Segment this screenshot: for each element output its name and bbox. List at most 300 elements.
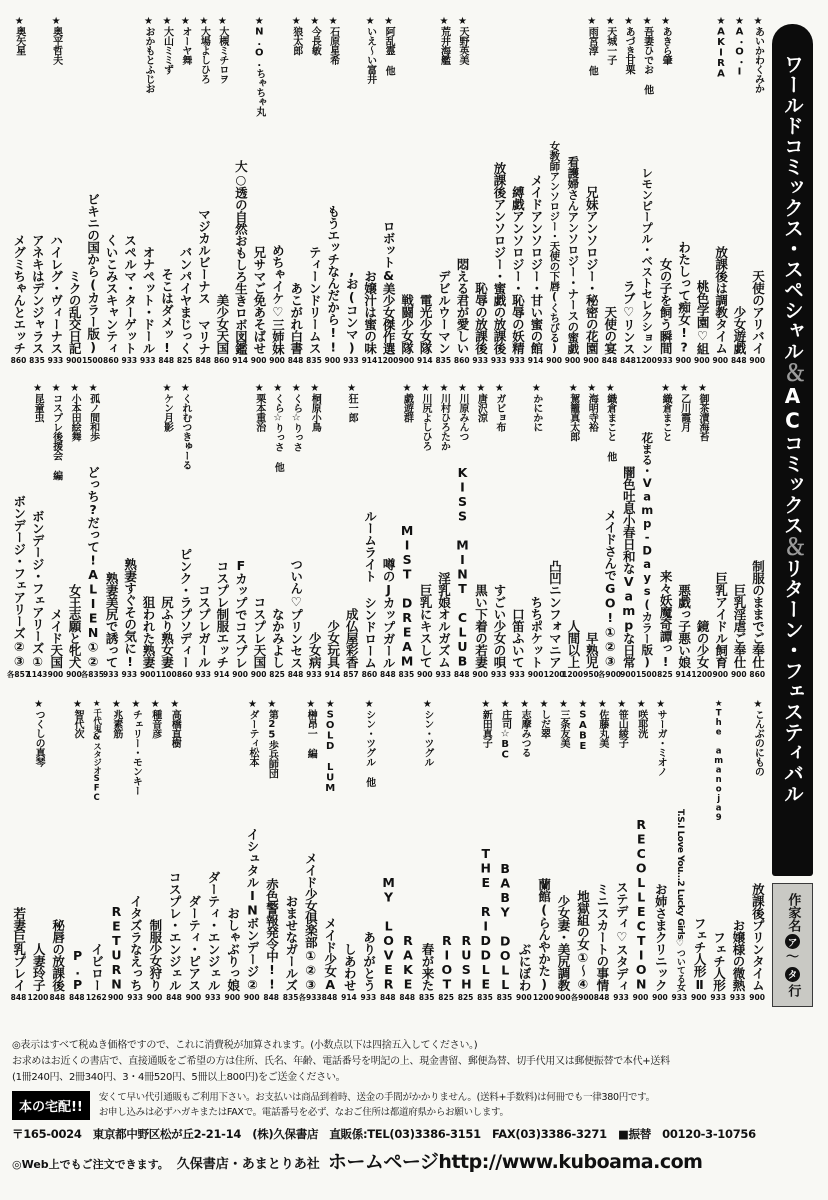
book-title: 電光少女隊 (418, 294, 434, 354)
book-title: 少女玩具 (325, 620, 341, 668)
catalog-column (583, 383, 600, 682)
price: 848 (287, 356, 304, 365)
book-title: 成仏屋彩香 (344, 608, 360, 668)
book-title: 放課後は調教タイム (713, 246, 729, 354)
catalog-column (638, 16, 655, 368)
price: 848 (399, 993, 416, 1002)
catalog-column (691, 383, 713, 682)
catalog-column (287, 383, 304, 682)
price: 900 (185, 993, 202, 1002)
book-title: お姉さまクリニック (653, 883, 669, 991)
author-name: ★桐原小鳥 (309, 383, 321, 432)
book-title: メイドさんでGO!①②③ (602, 509, 618, 668)
author-name: ★天野英美 (456, 16, 468, 65)
author-name: ★N.O.ちゃちゃ丸 (253, 16, 265, 116)
author-name: ★サーガ・ミオノ (655, 699, 667, 776)
price: 848 (158, 356, 175, 365)
price: 848 (620, 356, 636, 365)
price: 914 (361, 356, 378, 365)
book-title: 放課後プリンタイム (750, 883, 766, 991)
price: 900 (675, 356, 692, 365)
book-title: 人間以上 (565, 620, 581, 668)
price: 900 (107, 993, 124, 1002)
catalog-column (28, 16, 45, 368)
catalog-column (632, 699, 649, 1005)
price: 914 (213, 670, 230, 679)
price: 1200 (543, 670, 565, 679)
book-title: 恥辱の放課後 (473, 282, 489, 354)
book-title: コスプレ制服エッチ (214, 560, 230, 668)
price: 933 (306, 670, 322, 679)
catalog-column (593, 699, 610, 1005)
book-title: オナペット・ドール (141, 246, 157, 354)
book-title: お嬢汁は蜜の味 (362, 270, 378, 354)
series-title-part-2: ACコミックス (780, 384, 805, 536)
price: 933 (509, 356, 525, 365)
book-title: めちゃイケ♡三姉妹 (270, 243, 286, 354)
series-title (782, 54, 804, 876)
price: 933 (509, 670, 525, 679)
author-name: ★大山ミミず (161, 16, 173, 74)
author-name: ★AKIRA (715, 16, 727, 79)
catalog-column (185, 699, 202, 1005)
book-title: フェチ人形Ⅱ (692, 916, 708, 991)
catalog-column (693, 16, 710, 368)
catalog-column (399, 699, 416, 1005)
book-title: 少女病 (307, 632, 323, 668)
author-name: ★雨宮淳 他 (586, 16, 598, 75)
author-name: ★チェリー・モンキー (130, 699, 142, 795)
catalog-column (250, 16, 267, 368)
price: 933 (343, 356, 359, 365)
catalog-column (139, 16, 156, 368)
catalog-column (47, 16, 64, 368)
price: 933 (490, 356, 507, 365)
catalog-column (139, 383, 156, 682)
catalog-column (490, 383, 507, 682)
price: 848 (593, 993, 610, 1002)
book-title: くいこみスキャンティ (104, 234, 120, 354)
price: 848 (49, 993, 66, 1002)
book-title: 尻ふり熟女妻 (159, 596, 175, 668)
price: 各857 (6, 670, 31, 679)
author-name: ★織倉まこと 他 (604, 383, 616, 461)
book-title: どっち?だって!ALIEN①② (85, 465, 101, 668)
book-title: 兄妹アンソロジー・秘密の花園 (584, 186, 600, 354)
price: 848 (601, 356, 618, 365)
catalog-column (306, 383, 323, 682)
author-name: ★今長敏 (309, 16, 321, 55)
price: 848 (379, 993, 396, 1002)
price: 各933 (298, 993, 322, 1002)
catalog-column (453, 16, 470, 368)
price: 900 (416, 670, 433, 679)
price: 900 (546, 356, 562, 365)
price: 933 (435, 670, 452, 679)
catalog-column (543, 383, 565, 682)
price: 900 (564, 356, 581, 365)
price: 各900 (597, 670, 622, 679)
author-name: ★咲耶洸 (635, 699, 647, 738)
catalog-column (749, 383, 766, 682)
price: 1200 (691, 670, 713, 679)
price: 848 (730, 356, 747, 365)
author-name: ★シン・ツグル 他 (363, 699, 375, 787)
author-name: ★高橋直樹 (169, 699, 181, 748)
price: 900 (250, 670, 267, 679)
catalog-column (496, 699, 513, 1005)
price: 933 (139, 356, 156, 365)
catalog-column (675, 383, 692, 682)
book-title: マジカルビーナス マリナ (196, 207, 212, 354)
price: 848 (453, 670, 470, 679)
book-title: 兄サマご免あそばせ (251, 246, 267, 354)
book-title: THE RIDDLE (478, 846, 494, 991)
book-title: ボンデージ・フェアリーズ① (30, 509, 46, 668)
price: 933 (472, 356, 489, 365)
price: 900 (620, 670, 636, 679)
price: 933 (47, 356, 64, 365)
book-title: 早熟児 (584, 632, 600, 668)
price: 848 (166, 993, 182, 1002)
cod-line: 安くて早い代引通販もご利用下さい。お支払いは商品到着時、送金の手間がかかりません。(送料+手数料)は何冊でも一律380円です。 (98, 1092, 655, 1103)
book-title: わたしって痴女!? (676, 241, 692, 354)
author-name: ★ケン月影 (161, 383, 173, 432)
catalog-column (324, 16, 341, 368)
catalog-column (490, 16, 507, 368)
author-name: ★大槻ミチロヲ (216, 16, 228, 84)
price: 900 (250, 356, 267, 365)
book-title: スペルマ・ターゲット (122, 234, 138, 354)
catalog-column (121, 383, 138, 682)
price: 835 (418, 993, 435, 1002)
price: 900 (690, 993, 707, 1002)
price: 848 (380, 670, 396, 679)
catalog-column (477, 699, 494, 1005)
book-title: デビルウーマン (436, 270, 452, 354)
author-name: ★小本田絵舞 (69, 383, 81, 441)
price: 900 (139, 670, 156, 679)
book-title: ルームライト シンドローム (362, 509, 378, 668)
book-title: 戦闘少女隊 (399, 294, 415, 354)
catalog-column (232, 16, 249, 368)
price: 900 (47, 670, 64, 679)
author-name: ★狂一郎 (346, 383, 358, 422)
price: 835 (398, 670, 415, 679)
catalog-column (532, 699, 554, 1005)
catalog-column (361, 16, 378, 368)
catalog-column (619, 16, 636, 368)
author-name: ★つくしの真琴 (33, 699, 45, 767)
catalog-column (416, 16, 433, 368)
price: 860 (10, 356, 27, 365)
catalog-column (232, 383, 249, 682)
book-title: 熟妻すぐその気に! (122, 557, 138, 668)
catalog-column (213, 383, 230, 682)
catalog-column (418, 699, 435, 1005)
book-title: ダーティ・エンジェル (206, 871, 222, 991)
book-title: 狙われた熟妻 (141, 596, 157, 668)
catalog-column (263, 699, 280, 1005)
price: 914 (675, 670, 692, 679)
catalog-column (379, 699, 396, 1005)
price: 933 (729, 993, 746, 1002)
price: 933 (360, 993, 377, 1002)
author-name: ★駕籠真太郎 (567, 383, 579, 441)
catalog-column (342, 383, 359, 682)
price: 各900 (570, 993, 594, 1002)
catalog-column (68, 699, 85, 1005)
catalog-column (224, 699, 241, 1005)
catalog-column (651, 699, 668, 1005)
catalog-column (435, 16, 452, 368)
catalog-column (127, 699, 144, 1005)
catalog-column (195, 16, 212, 368)
book-title: 熟妻美尻で誘って (104, 572, 120, 668)
price: 848 (321, 993, 338, 1002)
author-name: ★いえ〜い富井 (364, 16, 376, 84)
book-title: ちちポケット (528, 596, 544, 668)
catalog-column (472, 16, 489, 368)
price: 1200 (27, 993, 49, 1002)
author-name: ★新田真子 (480, 699, 492, 748)
catalog-column (195, 383, 212, 682)
catalog-column (527, 383, 544, 682)
catalog-column (509, 383, 526, 682)
catalog-column (730, 16, 747, 368)
catalog-column (638, 383, 655, 682)
price: 933 (490, 670, 507, 679)
book-title: メイド少女倶楽部①②③ (303, 851, 319, 991)
price: 900 (146, 993, 163, 1002)
book-title: 制服少女狩り (147, 919, 163, 991)
shipping-fee-line: (1冊240円、2冊340円、3・4冊520円、5冊以上800円)をご送金ください。 (12, 1072, 346, 1083)
book-title: RETURN (108, 904, 124, 991)
author-name: ★三条友美 (557, 699, 569, 748)
author-name: ★庄司☆BC (499, 699, 511, 760)
catalog-column (675, 16, 692, 368)
book-title: すごい少女の唄 (491, 584, 507, 668)
price: 900 (632, 993, 649, 1002)
catalog-column (85, 699, 107, 1005)
catalog-column (749, 699, 766, 1005)
book-title: イビロー (89, 943, 105, 991)
catalog-column (47, 383, 64, 682)
book-title: あこがれ白書 (288, 282, 304, 354)
price: 933 (205, 993, 221, 1002)
catalog-column (287, 16, 304, 368)
catalog-band-3 (10, 699, 766, 1005)
author-name: ★織倉まこと (660, 383, 672, 441)
price: 933 (121, 356, 138, 365)
price: 1200 (377, 356, 399, 365)
book-title: BABY DOLL (497, 860, 513, 991)
catalog-column (27, 699, 49, 1005)
web-order-note: ◎Web上でもご注文できます。 (12, 1158, 169, 1172)
price: 各835 (80, 670, 104, 679)
book-title: ビキニの国から(カラー版) (85, 193, 101, 354)
book-title: レモンピープル・ベストセレクション (640, 167, 655, 354)
catalog-column (656, 383, 673, 682)
book-title: ダーティ・ピアス (186, 895, 202, 991)
series-title-part-1: ワールドコミックス・スペシャル (780, 54, 805, 362)
price: 900 (243, 993, 260, 1002)
apply-line: お申し込みは必ずハガキまたはFAXで。電話番号を必ず、なおご住所は都道府県からお願いします。 (98, 1106, 509, 1118)
catalog-column (377, 16, 399, 368)
catalog-column (360, 699, 377, 1005)
price: 860 (213, 356, 230, 365)
book-title: 制服のままでご奉仕 (750, 560, 766, 668)
book-title: 天使の宴 (602, 306, 618, 354)
author-name: ★ガビョ布 (493, 383, 505, 432)
price: 933 (671, 993, 688, 1002)
catalog-column (515, 699, 532, 1005)
price: 835 (435, 356, 452, 365)
book-title: ありがとう (361, 931, 377, 991)
web-order-line (12, 1147, 816, 1174)
author-index-tilde: 〜 (785, 950, 799, 966)
home-delivery-badge: 本の宅配!! (12, 1091, 90, 1120)
price: 900 (730, 670, 747, 679)
catalog-column (546, 16, 563, 368)
book-title: ボンデージ・フェアリーズ②③ (11, 495, 27, 668)
price: 860 (749, 670, 766, 679)
price: 825 (176, 356, 193, 365)
price: 900 (472, 670, 489, 679)
kana-circle-ta-icon: タ (785, 967, 800, 982)
book-title: 大○透の自然おもしろ生きロボ図鑑 (233, 159, 249, 354)
book-title: 黒い下着の若妻 (473, 584, 489, 668)
book-title: もうエッチなんだから!! (325, 205, 341, 354)
book-title: お嬢様の微熱 (730, 919, 746, 991)
catalog-column (250, 383, 267, 682)
price: 860 (103, 356, 119, 365)
book-title: 巨乳アイドル飼育 (713, 572, 729, 668)
author-name: ★くら☆りっさ (290, 383, 302, 452)
book-title: 花まる・Vamp-Days(カラー版) (640, 431, 655, 668)
author-name: ★The amanoja9 (713, 699, 724, 823)
author-index-panel (772, 883, 813, 1007)
author-name: ★奥矢星 (13, 16, 25, 55)
book-title: 鏡の少女 (695, 620, 711, 668)
book-title: KISS MINT CLUB (455, 465, 470, 668)
book-title: 悪戯っ子悪い娘 (676, 584, 692, 668)
book-title: MY LOVER (381, 875, 397, 991)
author-name: ★かにかに (530, 383, 542, 432)
series-sidebar (772, 24, 813, 1007)
book-title: ミニスカートの事情 (594, 883, 610, 991)
catalog-column (204, 699, 221, 1005)
author-name: ★ダーティ松本 (246, 699, 258, 767)
catalog-column (155, 383, 177, 682)
book-title: 少女遊戯 (732, 306, 748, 354)
price: 860 (176, 670, 193, 679)
author-name: ★くら☆りっさ 他 (272, 383, 284, 472)
author-name: ★あきら肇 (660, 16, 672, 65)
catalog-column (601, 16, 618, 368)
price: 900 (694, 356, 710, 365)
price: 857 (343, 670, 359, 679)
price: 1200 (636, 356, 657, 365)
price: 848 (68, 993, 85, 1002)
catalog-column (749, 16, 766, 368)
price: 900 (712, 670, 729, 679)
catalog-column (321, 699, 338, 1005)
book-title: ステディ♡スタディ (614, 880, 630, 991)
book-title: ぶにぼわ (517, 943, 533, 991)
author-name: ★阿乱霊 他 (383, 16, 395, 75)
book-title: ,お(コンマ) (344, 262, 360, 354)
author-name: ★シン・ツグル (421, 699, 433, 767)
price: 835 (29, 356, 45, 365)
author-name: ★佐藤丸美 (596, 699, 608, 748)
catalog-column (690, 699, 707, 1005)
price: 900 (652, 993, 668, 1002)
book-title: ついん♡プリンセス (288, 557, 304, 668)
price: 900 (66, 670, 82, 679)
book-title: イシュタルINボンデージ② (245, 827, 260, 991)
author-name: ★川原みんつ (456, 383, 468, 441)
book-title: メグミちゃんとエッチ (11, 234, 27, 354)
book-title: コスプレガール (196, 584, 212, 668)
catalog-column (712, 16, 729, 368)
book-title: RIOT (439, 933, 455, 991)
catalog-column (457, 699, 474, 1005)
book-title: Fカップでコスプレ (233, 557, 249, 668)
catalog-column (10, 16, 27, 368)
catalog-column (213, 16, 230, 368)
tax-note-line: ◎表示はすべて税ぬき価格ですので、これに消費税が加算されます。(小数点以下は四捨五入してください。) (12, 1040, 478, 1051)
kana-circle-a-icon: ア (785, 934, 800, 949)
book-title: イタズラなえっち (128, 895, 144, 991)
price: 835 (282, 993, 299, 1002)
author-name: ★あいかわくみか (752, 16, 764, 93)
book-title: RECOLLECTION (633, 817, 649, 991)
home-delivery-section (12, 1091, 816, 1120)
catalog-column (306, 16, 323, 368)
author-name: ★川尻よしひろ (420, 383, 431, 451)
price: 914 (527, 356, 544, 365)
book-title: 人妻玲子 (31, 943, 47, 991)
book-title: アネキはデンジャラス (30, 234, 46, 354)
catalog-column (619, 383, 636, 682)
book-title: 蘭館(らんやかた) (536, 878, 552, 991)
book-title: 来々妖魔奇譚っ! (658, 569, 674, 668)
book-title: おしゃぶりっ娘 (225, 907, 241, 991)
price: 835 (306, 356, 322, 365)
price: 1200 (532, 993, 554, 1002)
author-name: ★くれむつきゅーる (179, 383, 191, 470)
book-title: そこはダメッ! (159, 267, 175, 354)
book-title: 放課後アンソロジー・蜜戯の放課後 (491, 162, 507, 354)
catalog-column (509, 16, 526, 368)
book-title: RUSH (458, 933, 474, 991)
catalog-column (102, 16, 119, 368)
book-title: P.P (70, 947, 86, 991)
catalog-column (324, 383, 341, 682)
catalog-column (269, 16, 286, 368)
price: 848 (10, 993, 27, 1002)
author-index-suffix: 行 (785, 983, 801, 997)
book-title: メイドアンソロジー・甘い蜜の館 (528, 174, 544, 354)
price: 933 (127, 993, 143, 1002)
book-title: T.S.I Love You…2 Lucky Girls♡ついてる女 (674, 808, 685, 991)
author-name: ★栗本重治 (253, 383, 265, 432)
catalog-column (564, 16, 581, 368)
catalog-column (613, 699, 630, 1005)
author-name: ★吾妻ひでお 他 (641, 16, 653, 94)
book-title: 女王志願と牝犬 (67, 584, 83, 668)
